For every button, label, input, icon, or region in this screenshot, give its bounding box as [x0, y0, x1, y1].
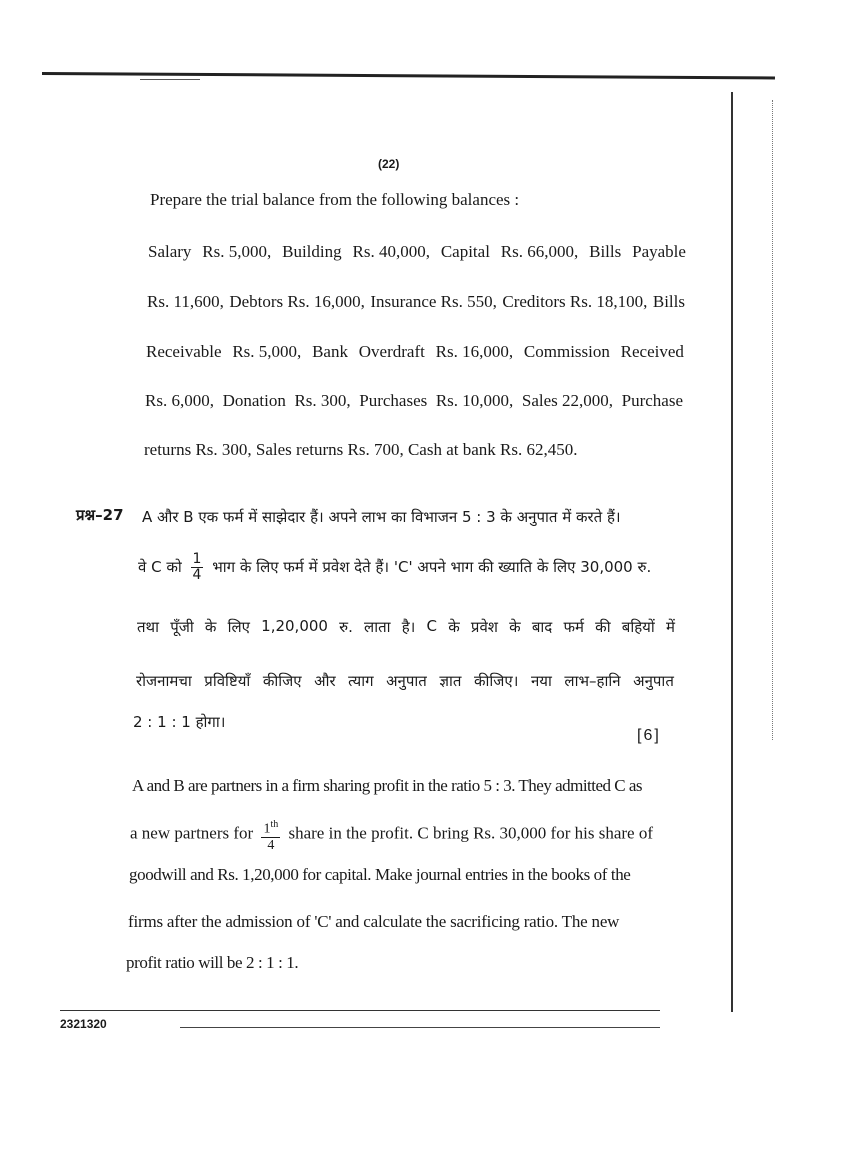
q27-h4-w8: कीजिए। [473, 672, 519, 690]
q27-h3-w1: तथा [137, 618, 160, 636]
q27-h3-w2: पूँजी [170, 618, 194, 636]
q27-h3-w15: की [595, 618, 611, 636]
q27-h3-w3: के [204, 618, 217, 636]
q27-h3-w16: बहियों [621, 618, 655, 636]
q26-l3-w1: Receivable [146, 342, 222, 361]
bottom-rule-secondary [180, 1027, 660, 1028]
q27-h3-w10: के [448, 618, 460, 636]
q27-h4-w2: प्रविष्टियाँ [204, 672, 251, 690]
q27-h3-w7: लाता [364, 618, 391, 636]
q27-h3-w12: के [509, 618, 521, 636]
fraction-denominator: 4 [192, 567, 202, 583]
q26-l4-w5: Rs. 10,000, [435, 391, 514, 410]
q26-l4-w3: Rs. 300, [294, 391, 351, 410]
q26-l3-w7: Received [620, 342, 684, 361]
q26-l1-w5: Capital [440, 242, 490, 261]
q27-english-line-4: firms after the admission of 'C' and calculate the sacrificing ratio. The new [128, 912, 620, 931]
q26-line-1 [148, 242, 686, 262]
q27-h4-w4: और [314, 672, 336, 690]
q26-l1-w6: Rs. 66,000, [500, 242, 579, 261]
q26-intro: Prepare the trial balance from the following balances : [150, 190, 520, 209]
marks-badge: [6] [637, 727, 661, 744]
q26-l1-w8: Payable [632, 242, 686, 261]
q27-hindi-l2b: भाग के लिए फर्म में प्रवेश देते हैं। 'C' अपने भाग की ख्याति के लिए 30,000 रु. [212, 558, 652, 576]
q27-h3-w17: में [665, 618, 675, 636]
q27-h4-w6: अनुपात [386, 672, 427, 690]
q27-english-line-3: goodwill and Rs. 1,20,000 for capital. Make journal entries in the books of the [129, 865, 631, 884]
fraction-one-fourth [261, 817, 280, 853]
q27-h4-w3: कीजिए [262, 672, 302, 690]
q26-l3-w4: Overdraft [358, 342, 425, 361]
q27-en-l2b: share in the profit. C bring Rs. 30,000 for his share of [288, 823, 653, 843]
q26-l1-w1: Salary [148, 242, 192, 261]
q27-h3-w6: रु. [339, 618, 353, 636]
q27-h4-w11: अनुपात [633, 672, 674, 690]
fraction-numerator: 1 [192, 551, 202, 567]
q26-l2-w4: Creditors Rs. 18,100, [502, 292, 648, 311]
q27-h4-w10: लाभ–हानि [564, 672, 621, 690]
q26-l4-w4: Purchases [359, 391, 428, 410]
fraction-denominator: 4 [267, 837, 275, 853]
fraction-one-quarter [191, 552, 204, 583]
q27-en-l2a: a new partners for [130, 823, 254, 843]
q27-h3-w8: है। [401, 618, 416, 636]
q27-hindi-line-2 [138, 552, 651, 583]
page-number: (22) [378, 157, 400, 171]
q27-h3-w4: लिए [227, 618, 250, 636]
q27-label: प्रश्न–27 [76, 506, 124, 524]
q27-h3-w14: फर्म [563, 618, 584, 636]
q27-hindi-line-4 [136, 671, 674, 691]
q26-l1-w4: Rs. 40,000, [352, 242, 430, 261]
q27-h3-w5: 1,20,000 [261, 617, 328, 635]
q27-hindi-line-3 [137, 617, 675, 637]
q27-h4-w7: ज्ञात [439, 672, 462, 690]
q26-l5-text: returns Rs. 300, Sales returns Rs. 700, Cash at bank Rs. 62,450. [144, 440, 578, 459]
q26-l2-w1: Rs. 11,600, [147, 292, 224, 311]
bottom-rule [60, 1010, 660, 1011]
q26-l3-w3: Bank [312, 342, 348, 361]
q26-line-2 [147, 292, 685, 312]
q26-l4-w6: Sales 22,000, [521, 391, 614, 410]
q26-l1-w3: Building [282, 242, 342, 261]
q26-l2-w2: Debtors Rs. 16,000, [229, 292, 365, 311]
right-scan-edge [772, 100, 774, 740]
q26-l2-w5: Bills [652, 292, 685, 311]
q26-line-3 [146, 342, 684, 362]
q26-l4-w7: Purchase [621, 391, 683, 410]
q27-english-line-1: A and B are partners in a firm sharing profit in the ratio 5 : 3. They admitted C as [132, 776, 643, 795]
q27-h3-w9: C [426, 617, 438, 635]
q26-l2-w3: Insurance Rs. 550, [370, 292, 497, 311]
q26-l4-w2: Donation [222, 391, 286, 410]
fraction-numerator-digit: 1 [263, 821, 271, 837]
footer-code: 2321320 [60, 1017, 107, 1031]
q26-l1-w2: Rs. 5,000, [202, 242, 272, 261]
right-margin-rule [731, 92, 733, 1012]
q27-hindi-line-1: A और B एक फर्म में साझेदार हैं। अपने लाभ का विभाजन 5 : 3 के अनुपात में करते हैं। [142, 508, 621, 526]
q27-h4-w9: नया [530, 672, 552, 690]
q26-l3-w2: Rs. 5,000, [232, 342, 302, 361]
fraction-suffix: th [270, 819, 279, 830]
q27-hindi-l2a: वे C को [138, 558, 182, 576]
q26-line-5 [144, 440, 577, 460]
q27-h3-w11: प्रवेश [470, 618, 498, 636]
q26-l3-w6: Commission [523, 342, 610, 361]
q27-hindi-line-5: 2 : 1 : 1 होगा। [133, 713, 226, 731]
q26-l3-w5: Rs. 16,000, [435, 342, 514, 361]
q27-english-line-5: profit ratio will be 2 : 1 : 1. [126, 953, 299, 972]
fraction-numerator [261, 817, 280, 838]
q27-h4-w1: रोजनामचा [136, 672, 192, 690]
q27-h4-w5: त्याग [348, 672, 374, 690]
q26-line-4 [145, 391, 683, 411]
q26-l1-w7: Bills [589, 242, 622, 261]
q26-l4-w1: Rs. 6,000, [145, 391, 214, 410]
top-rule-fragment [140, 79, 200, 80]
q27-h3-w13: बाद [531, 618, 553, 636]
q27-english-line-2 [130, 817, 653, 853]
